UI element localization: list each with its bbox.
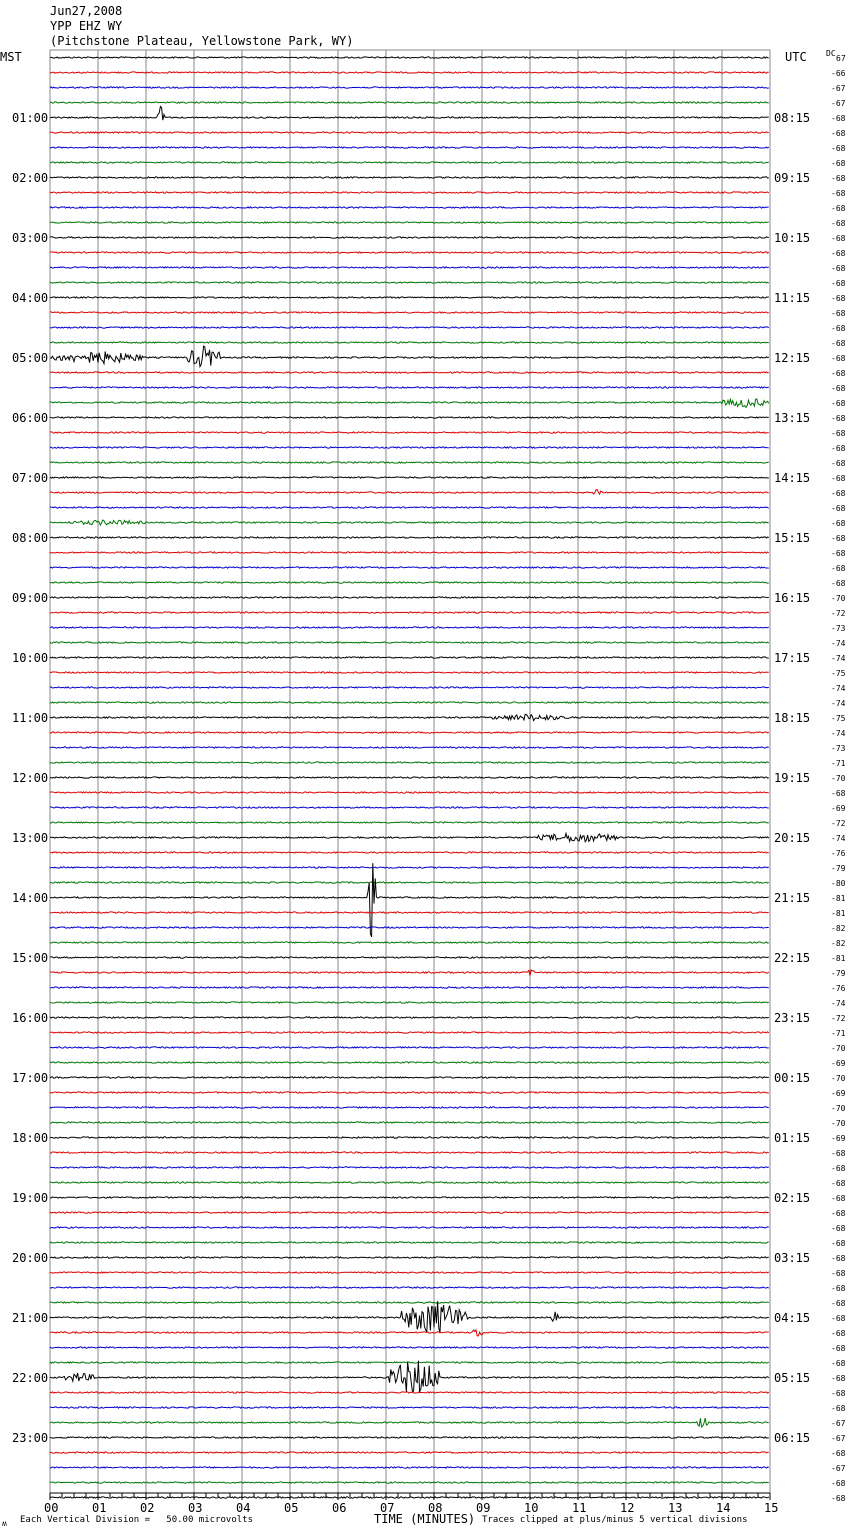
trace-row xyxy=(50,1197,769,1198)
trace-row xyxy=(50,863,769,937)
trace-row xyxy=(50,612,769,613)
mst-hour-label: 15:00 xyxy=(12,950,49,965)
trace-row xyxy=(50,942,769,943)
trace-row xyxy=(50,1137,769,1138)
dc-offset-label: -66 xyxy=(831,68,846,78)
dc-offset-label: -68 xyxy=(831,1148,846,1158)
dc-offset-label: -68 xyxy=(831,1163,846,1173)
trace-row xyxy=(50,882,769,883)
mst-hour-label: 19:00 xyxy=(12,1190,49,1205)
dc-offset-label: -68 xyxy=(831,1448,846,1458)
dc-offset-label: -68 xyxy=(831,1313,846,1323)
dc-offset-label: -68 xyxy=(831,1283,846,1293)
dc-offset-label: -67 xyxy=(831,1418,846,1428)
utc-hour-label: 13:15 xyxy=(774,410,811,425)
utc-hour-label: 10:15 xyxy=(774,230,811,245)
trace-row xyxy=(50,222,769,223)
trace-row xyxy=(50,552,769,553)
mst-hour-label: 17:00 xyxy=(12,1070,49,1085)
mst-hour-label: 09:00 xyxy=(12,590,49,605)
dc-offset-label: -71 xyxy=(831,758,846,768)
dc-offset-label: -76 xyxy=(831,983,846,993)
station-code: YPP EHZ WY xyxy=(50,19,123,33)
trace-row xyxy=(50,732,769,733)
dc-offset-label: -68 xyxy=(831,1478,846,1488)
trace-row xyxy=(50,833,769,841)
trace-row xyxy=(50,520,769,525)
trace-row xyxy=(50,507,769,508)
trace-row xyxy=(50,567,769,568)
utc-hour-label: 16:15 xyxy=(774,590,811,605)
trace-row xyxy=(50,1467,769,1468)
utc-hour-label: 21:15 xyxy=(774,890,811,905)
trace-row xyxy=(50,1227,769,1228)
dc-label: DC xyxy=(826,49,836,58)
trace-row xyxy=(50,312,769,313)
dc-offset-label: -73 xyxy=(831,623,846,633)
trace-row xyxy=(50,822,769,823)
trace-row xyxy=(50,657,769,658)
dc-offset-label: -68 xyxy=(831,308,846,318)
dc-offset-label: -70 xyxy=(831,1073,846,1083)
dc-offset-label: -74 xyxy=(831,653,846,663)
dc-offset-label: -68 xyxy=(831,233,846,243)
trace-row xyxy=(50,1152,769,1153)
trace-row xyxy=(50,327,769,328)
trace-row xyxy=(50,477,769,478)
trace-row xyxy=(50,687,769,688)
dc-offset-label: -68 xyxy=(831,548,846,558)
trace-row xyxy=(50,237,769,238)
utc-hour-label: 02:15 xyxy=(774,1190,811,1205)
dc-offset-label: -76 xyxy=(831,848,846,858)
dc-offset-label: -68 xyxy=(831,1493,846,1503)
utc-hour-label: 17:15 xyxy=(774,650,811,665)
trace-row xyxy=(50,132,769,133)
dc-offset-label: -81 xyxy=(831,953,846,963)
utc-hour-label: 23:15 xyxy=(774,1010,811,1025)
trace-row xyxy=(50,1437,769,1438)
dc-offset-label: -75 xyxy=(831,713,846,723)
trace-row xyxy=(50,162,769,163)
mst-hour-label: 05:00 xyxy=(12,350,49,365)
dc-offset-label: -68 xyxy=(831,353,846,363)
utc-hour-label: 20:15 xyxy=(774,830,811,845)
dc-offset-label: -68 xyxy=(831,263,846,273)
dc-offset-label: -68 xyxy=(831,158,846,168)
dc-offset-label: -68 xyxy=(831,428,846,438)
trace-row xyxy=(50,87,769,88)
trace-row xyxy=(50,970,769,976)
x-tick-label: 09 xyxy=(476,1501,491,1515)
utc-axis-label: UTC xyxy=(785,50,807,64)
trace-row xyxy=(50,1330,769,1336)
dc-offset-label: -81 xyxy=(831,893,846,903)
dc-offset-label: -68 xyxy=(831,218,846,228)
mst-hour-label: 22:00 xyxy=(12,1370,49,1385)
dc-offset-label: -68 xyxy=(831,1403,846,1413)
trace-row xyxy=(50,1361,769,1392)
x-axis-title: TIME (MINUTES) xyxy=(374,1512,476,1526)
dc-offset-label: -68 xyxy=(831,1208,846,1218)
trace-row xyxy=(50,490,769,495)
dc-offset-label: -72 xyxy=(831,608,846,618)
dc-offset-label: -67 xyxy=(831,83,846,93)
utc-hour-label: 08:15 xyxy=(774,110,811,125)
dc-offset-label: -72 xyxy=(831,818,846,828)
dc-offset-label: -73 xyxy=(831,743,846,753)
dc-offset-label: -70 xyxy=(831,773,846,783)
x-tick-label: 04 xyxy=(236,1501,251,1515)
utc-hour-label: 18:15 xyxy=(774,710,811,725)
mst-hour-label: 03:00 xyxy=(12,230,49,245)
trace-row xyxy=(50,642,769,643)
mst-hour-label: 02:00 xyxy=(12,170,49,185)
dc-offset-label: -68 xyxy=(831,338,846,348)
trace-row xyxy=(50,1418,769,1427)
x-tick-label: 05 xyxy=(284,1501,299,1515)
x-tick-label: 02 xyxy=(140,1501,155,1515)
trace-row xyxy=(50,957,769,958)
dc-offset-label: -68 xyxy=(831,188,846,198)
dc-offset-label: -74 xyxy=(831,638,846,648)
dc-offset-label: -68 xyxy=(831,1238,846,1248)
utc-hour-label: 19:15 xyxy=(774,770,811,785)
dc-offset-label: -67 xyxy=(831,1463,846,1473)
mst-hour-label: 12:00 xyxy=(12,770,49,785)
dc-offset-label: -69 xyxy=(831,1133,846,1143)
trace-row xyxy=(50,1257,769,1258)
trace-row xyxy=(50,927,769,928)
dc-offset-label: -68 xyxy=(831,293,846,303)
dc-offset-label: -68 xyxy=(831,1298,846,1308)
mst-hour-label: 23:00 xyxy=(12,1430,49,1445)
trace-row xyxy=(50,1077,769,1078)
trace-row xyxy=(50,432,769,433)
trace-row xyxy=(50,207,769,208)
x-tick-label: 08 xyxy=(428,1501,443,1515)
dc-offset-label: -67 xyxy=(831,98,846,108)
trace-row xyxy=(50,1301,769,1332)
station-location: (Pitchstone Plateau, Yellowstone Park, WY) xyxy=(50,34,354,48)
dc-offset-label: -68 xyxy=(831,443,846,453)
x-tick-label: 07 xyxy=(380,1501,395,1515)
trace-row xyxy=(50,147,769,148)
trace-row xyxy=(50,792,769,793)
mst-hour-label: 20:00 xyxy=(12,1250,49,1265)
trace-row xyxy=(50,1302,769,1303)
dc-offset-label: -68 xyxy=(831,323,846,333)
trace-row xyxy=(50,1497,769,1498)
dc-offset-label: -74 xyxy=(831,998,846,1008)
mst-hour-label: 07:00 xyxy=(12,470,49,485)
dc-offset-label: -74 xyxy=(831,728,846,738)
mst-hour-label: 13:00 xyxy=(12,830,49,845)
mst-hour-label: 21:00 xyxy=(12,1310,49,1325)
dc-offset-label: -68 xyxy=(831,1223,846,1233)
trace-row xyxy=(50,1212,769,1213)
trace-row xyxy=(50,1482,769,1483)
trace-row xyxy=(50,462,769,463)
trace-row xyxy=(50,777,769,778)
x-tick-label: 14 xyxy=(716,1501,731,1515)
dc-offset-label: -68 xyxy=(831,143,846,153)
dc-offset-label: -68 xyxy=(831,518,846,528)
dc-offset-label: -68 xyxy=(831,413,846,423)
dc-offset-label: -68 xyxy=(831,488,846,498)
dc-offset-label: -68 xyxy=(831,1343,846,1353)
dc-offset-label: -68 xyxy=(831,1358,846,1368)
trace-row xyxy=(50,1032,769,1033)
plot-frame xyxy=(50,50,770,1493)
trace-row xyxy=(50,582,769,583)
trace-row xyxy=(50,1047,769,1048)
dc-offset-label: -81 xyxy=(831,908,846,918)
trace-row xyxy=(50,267,769,268)
dc-offset-label: -68 xyxy=(831,533,846,543)
utc-hour-label: 00:15 xyxy=(774,1070,811,1085)
x-tick-label: 11 xyxy=(572,1501,587,1515)
mst-hour-label: 01:00 xyxy=(12,110,49,125)
dc-offset-label: -67 xyxy=(831,1433,846,1443)
dc-offset-label: -70 xyxy=(831,1103,846,1113)
dc-offset-label: -68 xyxy=(831,1328,846,1338)
dc-offset-label: -68 xyxy=(831,173,846,183)
dc-offset-label: -68 xyxy=(831,578,846,588)
clip-note: Traces clipped at plus/minus 5 vertical divisions xyxy=(482,1515,748,1525)
utc-hour-label: 05:15 xyxy=(774,1370,811,1385)
utc-hour-label: 14:15 xyxy=(774,470,811,485)
trace-row xyxy=(50,399,769,408)
trace-row xyxy=(50,106,769,120)
dc-offset-label: -75 xyxy=(831,668,846,678)
dc-offset-label: -68 xyxy=(831,788,846,798)
trace-row xyxy=(50,1272,769,1273)
mst-axis-label: MST xyxy=(0,50,22,64)
trace-row xyxy=(50,852,769,853)
dc-offset-label: -70 xyxy=(831,593,846,603)
dc-offset-label: -80 xyxy=(831,878,846,888)
dc-offset-label: -68 xyxy=(831,248,846,258)
dc-offset-label: -68 xyxy=(831,1373,846,1383)
trace-row xyxy=(50,537,769,538)
corner-mark: ʍ xyxy=(2,1519,7,1528)
trace-row xyxy=(50,762,769,763)
trace-row xyxy=(50,282,769,283)
trace-row xyxy=(50,372,769,373)
trace-row xyxy=(50,102,769,103)
utc-hour-label: 01:15 xyxy=(774,1130,811,1145)
utc-hour-label: 15:15 xyxy=(774,530,811,545)
dc-offset-label: -79 xyxy=(831,968,846,978)
utc-hour-label: 12:15 xyxy=(774,350,811,365)
trace-row xyxy=(50,1122,769,1123)
trace-row xyxy=(50,1062,769,1063)
x-tick-label: 06 xyxy=(332,1501,347,1515)
x-tick-label: 00 xyxy=(44,1501,59,1515)
dc-offset-label: -68 xyxy=(831,128,846,138)
utc-hour-label: 04:15 xyxy=(774,1310,811,1325)
trace-row xyxy=(50,252,769,253)
dc-offset-label: -68 xyxy=(831,368,846,378)
trace-row xyxy=(50,1242,769,1243)
mst-hour-label: 16:00 xyxy=(12,1010,49,1025)
trace-row xyxy=(50,672,769,673)
dc-offset-label: -68 xyxy=(831,563,846,573)
trace-row xyxy=(50,1362,769,1363)
x-tick-label: 13 xyxy=(668,1501,683,1515)
dc-offset-label: -68 xyxy=(831,473,846,483)
trace-row xyxy=(50,912,769,913)
scale-note: Each Vertical Division = 50.00 microvolts xyxy=(20,1515,253,1525)
dc-offset-label: -69 xyxy=(831,1058,846,1068)
dc-offset-label: -82 xyxy=(831,923,846,933)
trace-row xyxy=(50,447,769,448)
dc-offset-label: -70 xyxy=(831,1043,846,1053)
mst-hour-label: 04:00 xyxy=(12,290,49,305)
x-tick-label: 10 xyxy=(524,1501,539,1515)
trace-row xyxy=(50,807,769,808)
trace-row xyxy=(50,417,769,418)
mst-hour-label: 11:00 xyxy=(12,710,49,725)
trace-row xyxy=(50,1347,769,1348)
trace-row xyxy=(50,342,769,343)
trace-row xyxy=(50,1452,769,1453)
dc-offset-label: 67 xyxy=(836,53,846,63)
dc-offset-label: -82 xyxy=(831,938,846,948)
trace-row xyxy=(50,1092,769,1093)
trace-row xyxy=(50,747,769,748)
trace-row xyxy=(50,1002,769,1003)
dc-offset-label: -68 xyxy=(831,203,846,213)
trace-row xyxy=(50,192,769,193)
trace-row xyxy=(50,714,769,720)
trace-row xyxy=(50,1167,769,1168)
dc-offset-label: -72 xyxy=(831,1013,846,1023)
trace-row xyxy=(50,1107,769,1108)
dc-offset-label: -68 xyxy=(831,278,846,288)
trace-row xyxy=(50,387,769,388)
dc-offset-label: -74 xyxy=(831,698,846,708)
mst-hour-label: 14:00 xyxy=(12,890,49,905)
utc-hour-label: 09:15 xyxy=(774,170,811,185)
dc-offset-label: -68 xyxy=(831,398,846,408)
trace-row xyxy=(50,627,769,628)
x-tick-label: 12 xyxy=(620,1501,635,1515)
dc-offset-label: -69 xyxy=(831,1088,846,1098)
trace-row xyxy=(50,987,769,988)
trace-row xyxy=(50,1392,769,1393)
dc-offset-label: -68 xyxy=(831,1193,846,1203)
trace-row xyxy=(50,72,769,73)
trace-row xyxy=(50,1287,769,1288)
trace-row xyxy=(50,297,769,298)
mst-hour-label: 08:00 xyxy=(12,530,49,545)
utc-hour-label: 06:15 xyxy=(774,1430,811,1445)
dc-offset-label: -68 xyxy=(831,503,846,513)
trace-row xyxy=(50,1407,769,1408)
mst-hour-label: 06:00 xyxy=(12,410,49,425)
dc-offset-label: -68 xyxy=(831,383,846,393)
dc-offset-label: -68 xyxy=(831,1178,846,1188)
trace-row xyxy=(50,346,769,366)
trace-row xyxy=(50,57,769,58)
dc-offset-label: -69 xyxy=(831,803,846,813)
trace-row xyxy=(50,177,769,178)
dc-offset-label: -68 xyxy=(831,1388,846,1398)
dc-offset-label: -68 xyxy=(831,113,846,123)
trace-row xyxy=(50,1017,769,1018)
trace-row xyxy=(50,867,769,868)
dc-offset-label: -70 xyxy=(831,1118,846,1128)
dc-offset-label: -68 xyxy=(831,458,846,468)
utc-hour-label: 11:15 xyxy=(774,290,811,305)
dc-offset-label: -68 xyxy=(831,1268,846,1278)
trace-row xyxy=(50,702,769,703)
trace-row xyxy=(50,1182,769,1183)
x-tick-label: 15 xyxy=(764,1501,779,1515)
utc-hour-label: 03:15 xyxy=(774,1250,811,1265)
dc-offset-label: -74 xyxy=(831,833,846,843)
dc-offset-label: -79 xyxy=(831,863,846,873)
dc-offset-label: -71 xyxy=(831,1028,846,1038)
x-tick-label: 03 xyxy=(188,1501,203,1515)
mst-hour-label: 18:00 xyxy=(12,1130,49,1145)
dc-offset-label: -74 xyxy=(831,683,846,693)
x-tick-label: 01 xyxy=(92,1501,107,1515)
dc-offset-label: -68 xyxy=(831,1253,846,1263)
plot-date: Jun27,2008 xyxy=(50,4,123,18)
trace-row xyxy=(50,597,769,598)
mst-hour-label: 10:00 xyxy=(12,650,49,665)
utc-hour-label: 22:15 xyxy=(774,950,811,965)
